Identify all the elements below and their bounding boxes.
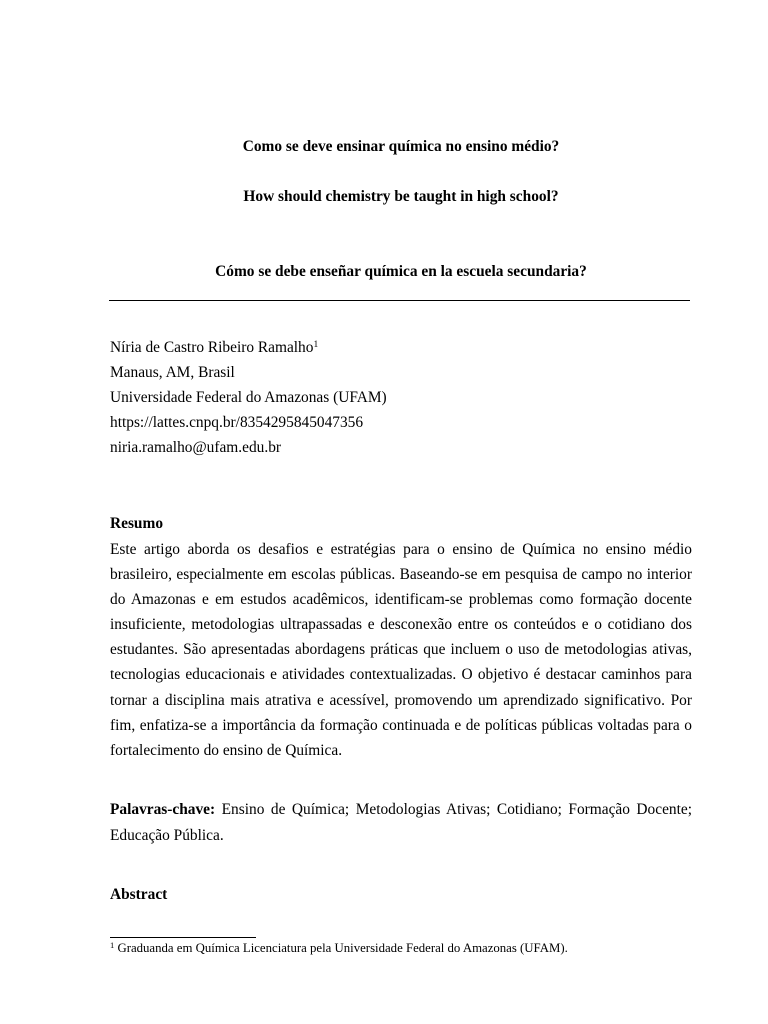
keywords-text: Ensino de Química; Metodologias Ativas; Cotidiano; Formação Docente; Educação Pública. xyxy=(110,801,692,844)
resumo-heading: Resumo xyxy=(110,515,164,532)
footnote-text: Graduanda em Química Licenciatura pela Universidade Federal do Amazonas (UFAM). xyxy=(117,941,568,955)
title-english: How should chemistry be taught in high school? xyxy=(243,188,559,205)
resumo-text: Este artigo aborda os desafios e estratégias para o ensino de Química no ensino médio brasileiro, especialmente em escolas públicas. Baseando-se em pesquisa de campo no interior do Amazonas e em estudos acadêmicos, identificam-se problemas como formação docente insuficiente, metodologias ultrapassadas e desconexão entre os conteúdos e o cotidiano dos estudantes. São apresentadas abordagens práticas que incluem o uso de metodologias ativas, tecnologias educacionais e atividades contextualizadas. O objetivo é destacar caminhos para tornar a disciplina mais atrativa e acessível, promovendo um aprendizado significativo. Por fim, enfatiza-se a importância da formação continuada e de políticas públicas voltadas para o fortalecimento do ensino de Química. xyxy=(110,541,692,759)
keywords-paragraph xyxy=(110,797,692,848)
keywords-label: Palavras-chave: xyxy=(110,801,216,818)
title-separator-rule xyxy=(109,300,690,301)
title-spanish: Cómo se debe enseñar química en la escuela secundaria? xyxy=(215,263,587,280)
abstract-heading: Abstract xyxy=(110,886,168,903)
footnote-rule xyxy=(110,937,256,938)
author-block xyxy=(110,335,692,460)
author-affiliation: Universidade Federal do Amazonas (UFAM) xyxy=(110,389,387,406)
footnote-mark: 1 xyxy=(110,939,115,950)
author-lattes-url: https://lattes.cnpq.br/8354295845047356 xyxy=(110,414,364,431)
author-email: niria.ramalho@ufam.edu.br xyxy=(110,439,282,456)
footnote xyxy=(110,940,692,956)
title-portuguese: Como se deve ensinar química no ensino médio? xyxy=(242,138,560,155)
author-footnote-mark: 1 xyxy=(313,339,319,350)
author-name: Níria de Castro Ribeiro Ramalho xyxy=(110,339,314,356)
author-location: Manaus, AM, Brasil xyxy=(110,364,235,381)
author-name-line xyxy=(110,335,692,360)
